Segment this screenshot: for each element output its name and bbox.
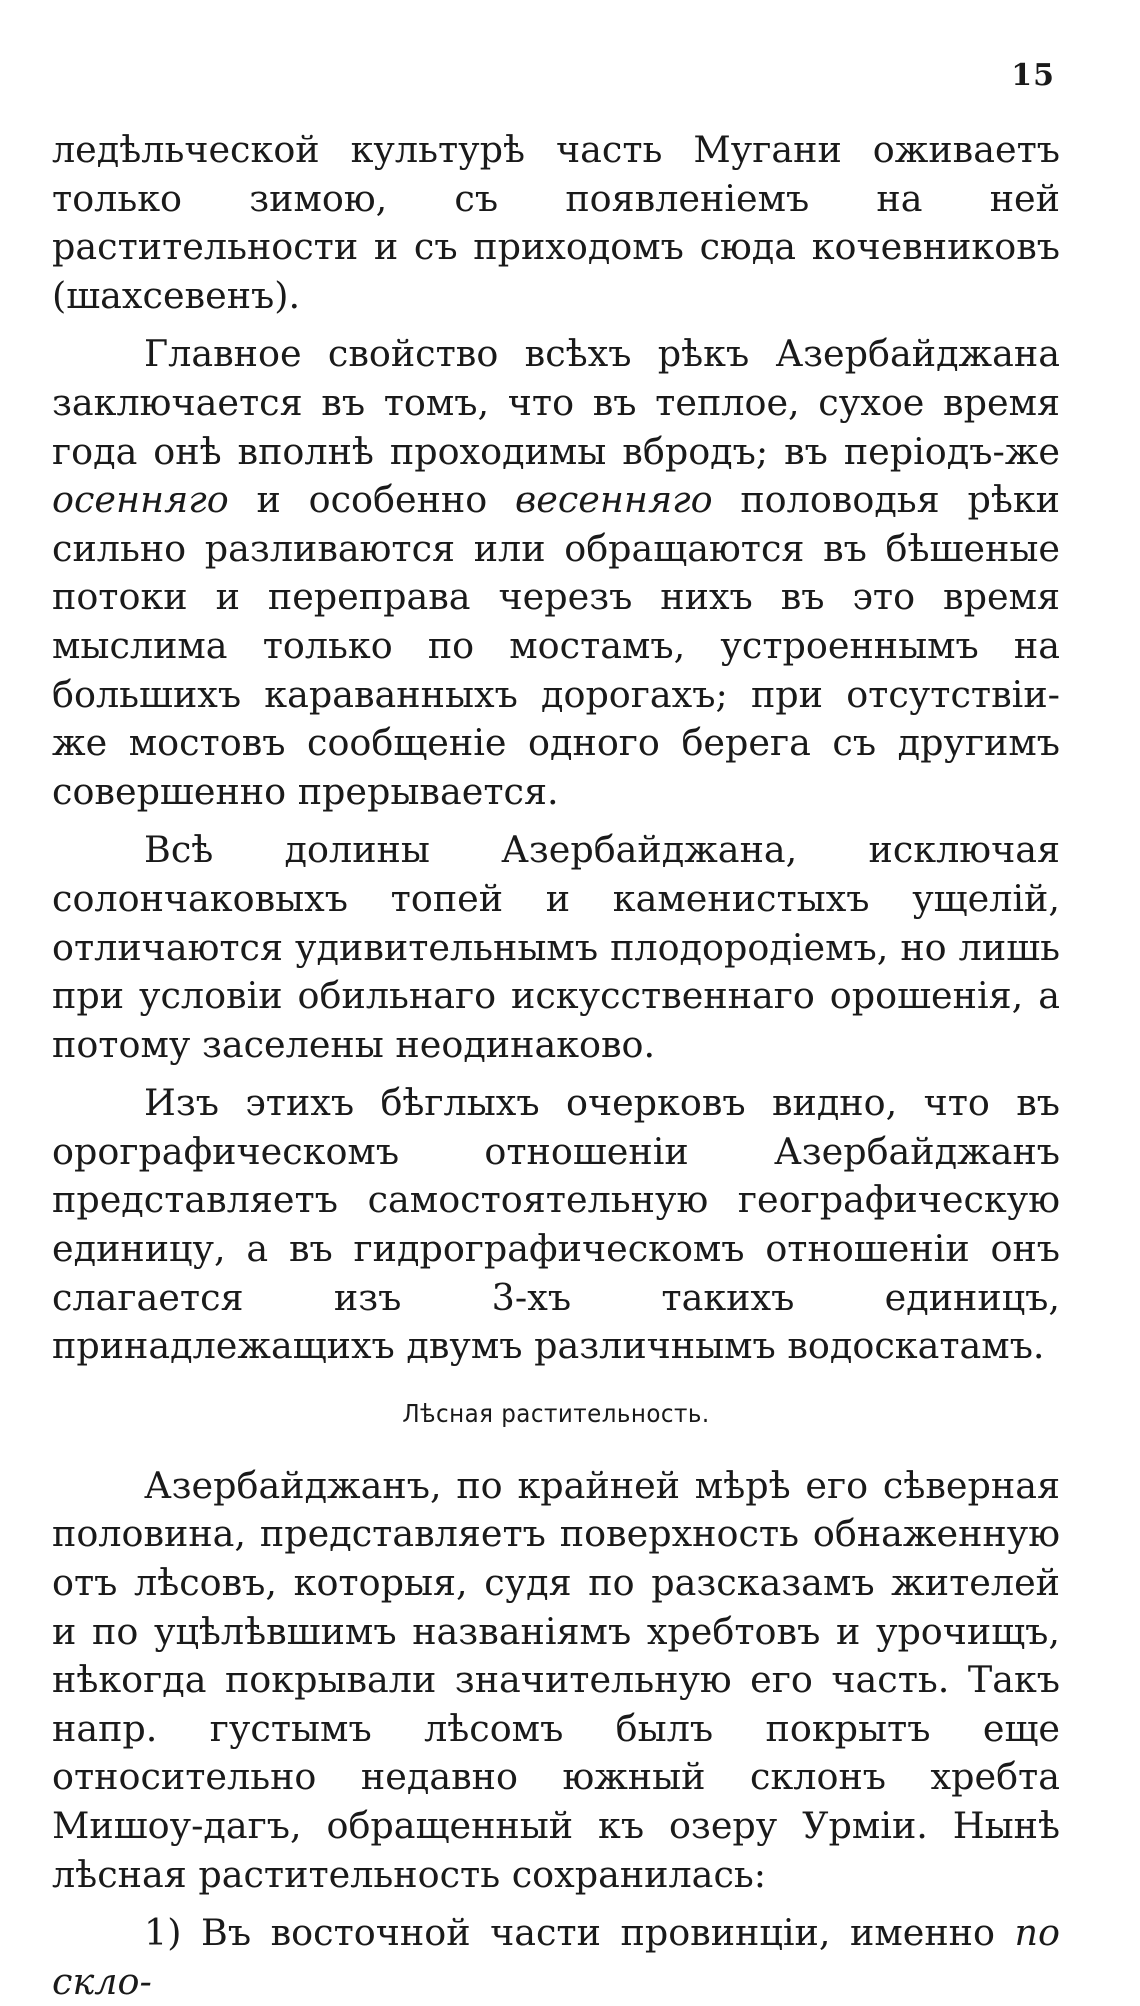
body-text <box>52 126 1060 2006</box>
text-segment: половодья рѣки сильно разливаются или обращаются въ бѣшеные потоки и переправа черезъ нихъ въ это время мыслима только по мостамъ, устроеннымъ на большихъ караванныхъ дорогахъ; при отсутствіи-же мостовъ сообщеніе одного берега съ другимъ совершенно прерывается. <box>52 478 1060 813</box>
paragraph-rivers <box>52 330 1060 816</box>
text-segment: Главное свойство всѣхъ рѣкъ Азербайджана заключается въ томъ, что въ теплое, сухое время года онѣ вполнѣ проходимы вбродъ; въ періодъ-же <box>52 332 1060 473</box>
text-segment: 1) Въ восточной части провинціи, именно <box>144 1911 1015 1955</box>
section-heading: Лѣсная растительность. <box>402 1398 710 1428</box>
paragraph-orography-summary: Изъ этихъ бѣглыхъ очерковъ видно, что въ орографическомъ отношеніи Азербайджанъ представляетъ самостоятельную географическую единицу, а въ гидрографическомъ отношеніи онъ слагается изъ 3-хъ такихъ единицъ, принадлежащихъ двумъ различнымъ водоскатамъ. <box>52 1081 1060 1368</box>
paragraph-list-item-1 <box>52 1909 1060 2006</box>
page-number: 15 <box>1011 58 1055 93</box>
paragraph-forests: Азербайджанъ, по крайней мѣрѣ его сѣверная половина, представляетъ поверхность обнаженную отъ лѣсовъ, которыя, судя по разсказамъ жителей и по уцѣлѣвшимъ названіямъ хребтовъ и урочищъ, нѣкогда покрывали значительную его часть. Такъ напр. густымъ лѣсомъ былъ покрытъ еще относительно недавно южный склонъ хребта Мишоу-дагъ, обращенный къ озеру Урміи. Нынѣ лѣсная растительность сохранилась: <box>52 1463 1060 1896</box>
text-segment-italic: осенняго <box>52 478 229 522</box>
paragraph-valleys: Всѣ долины Азербайджана, исключая солончаковыхъ топей и каменистыхъ ущелій, отличаются удивительнымъ плодородіемъ, но лишь при условіи обильнаго искусственнаго орошенія, а потому заселены неодинаково. <box>52 828 1060 1066</box>
paragraph-muganь-winter: ледѣльческой культурѣ часть Мугани оживаетъ только зимою, съ появленіемъ на ней растительности и съ приходомъ сюда кочевниковъ (шахсевенъ). <box>52 128 1060 317</box>
text-segment: и особенно <box>228 478 515 522</box>
text-segment-italic: по скло- <box>52 1911 1060 2003</box>
text-segment-italic: весенняго <box>514 478 713 522</box>
